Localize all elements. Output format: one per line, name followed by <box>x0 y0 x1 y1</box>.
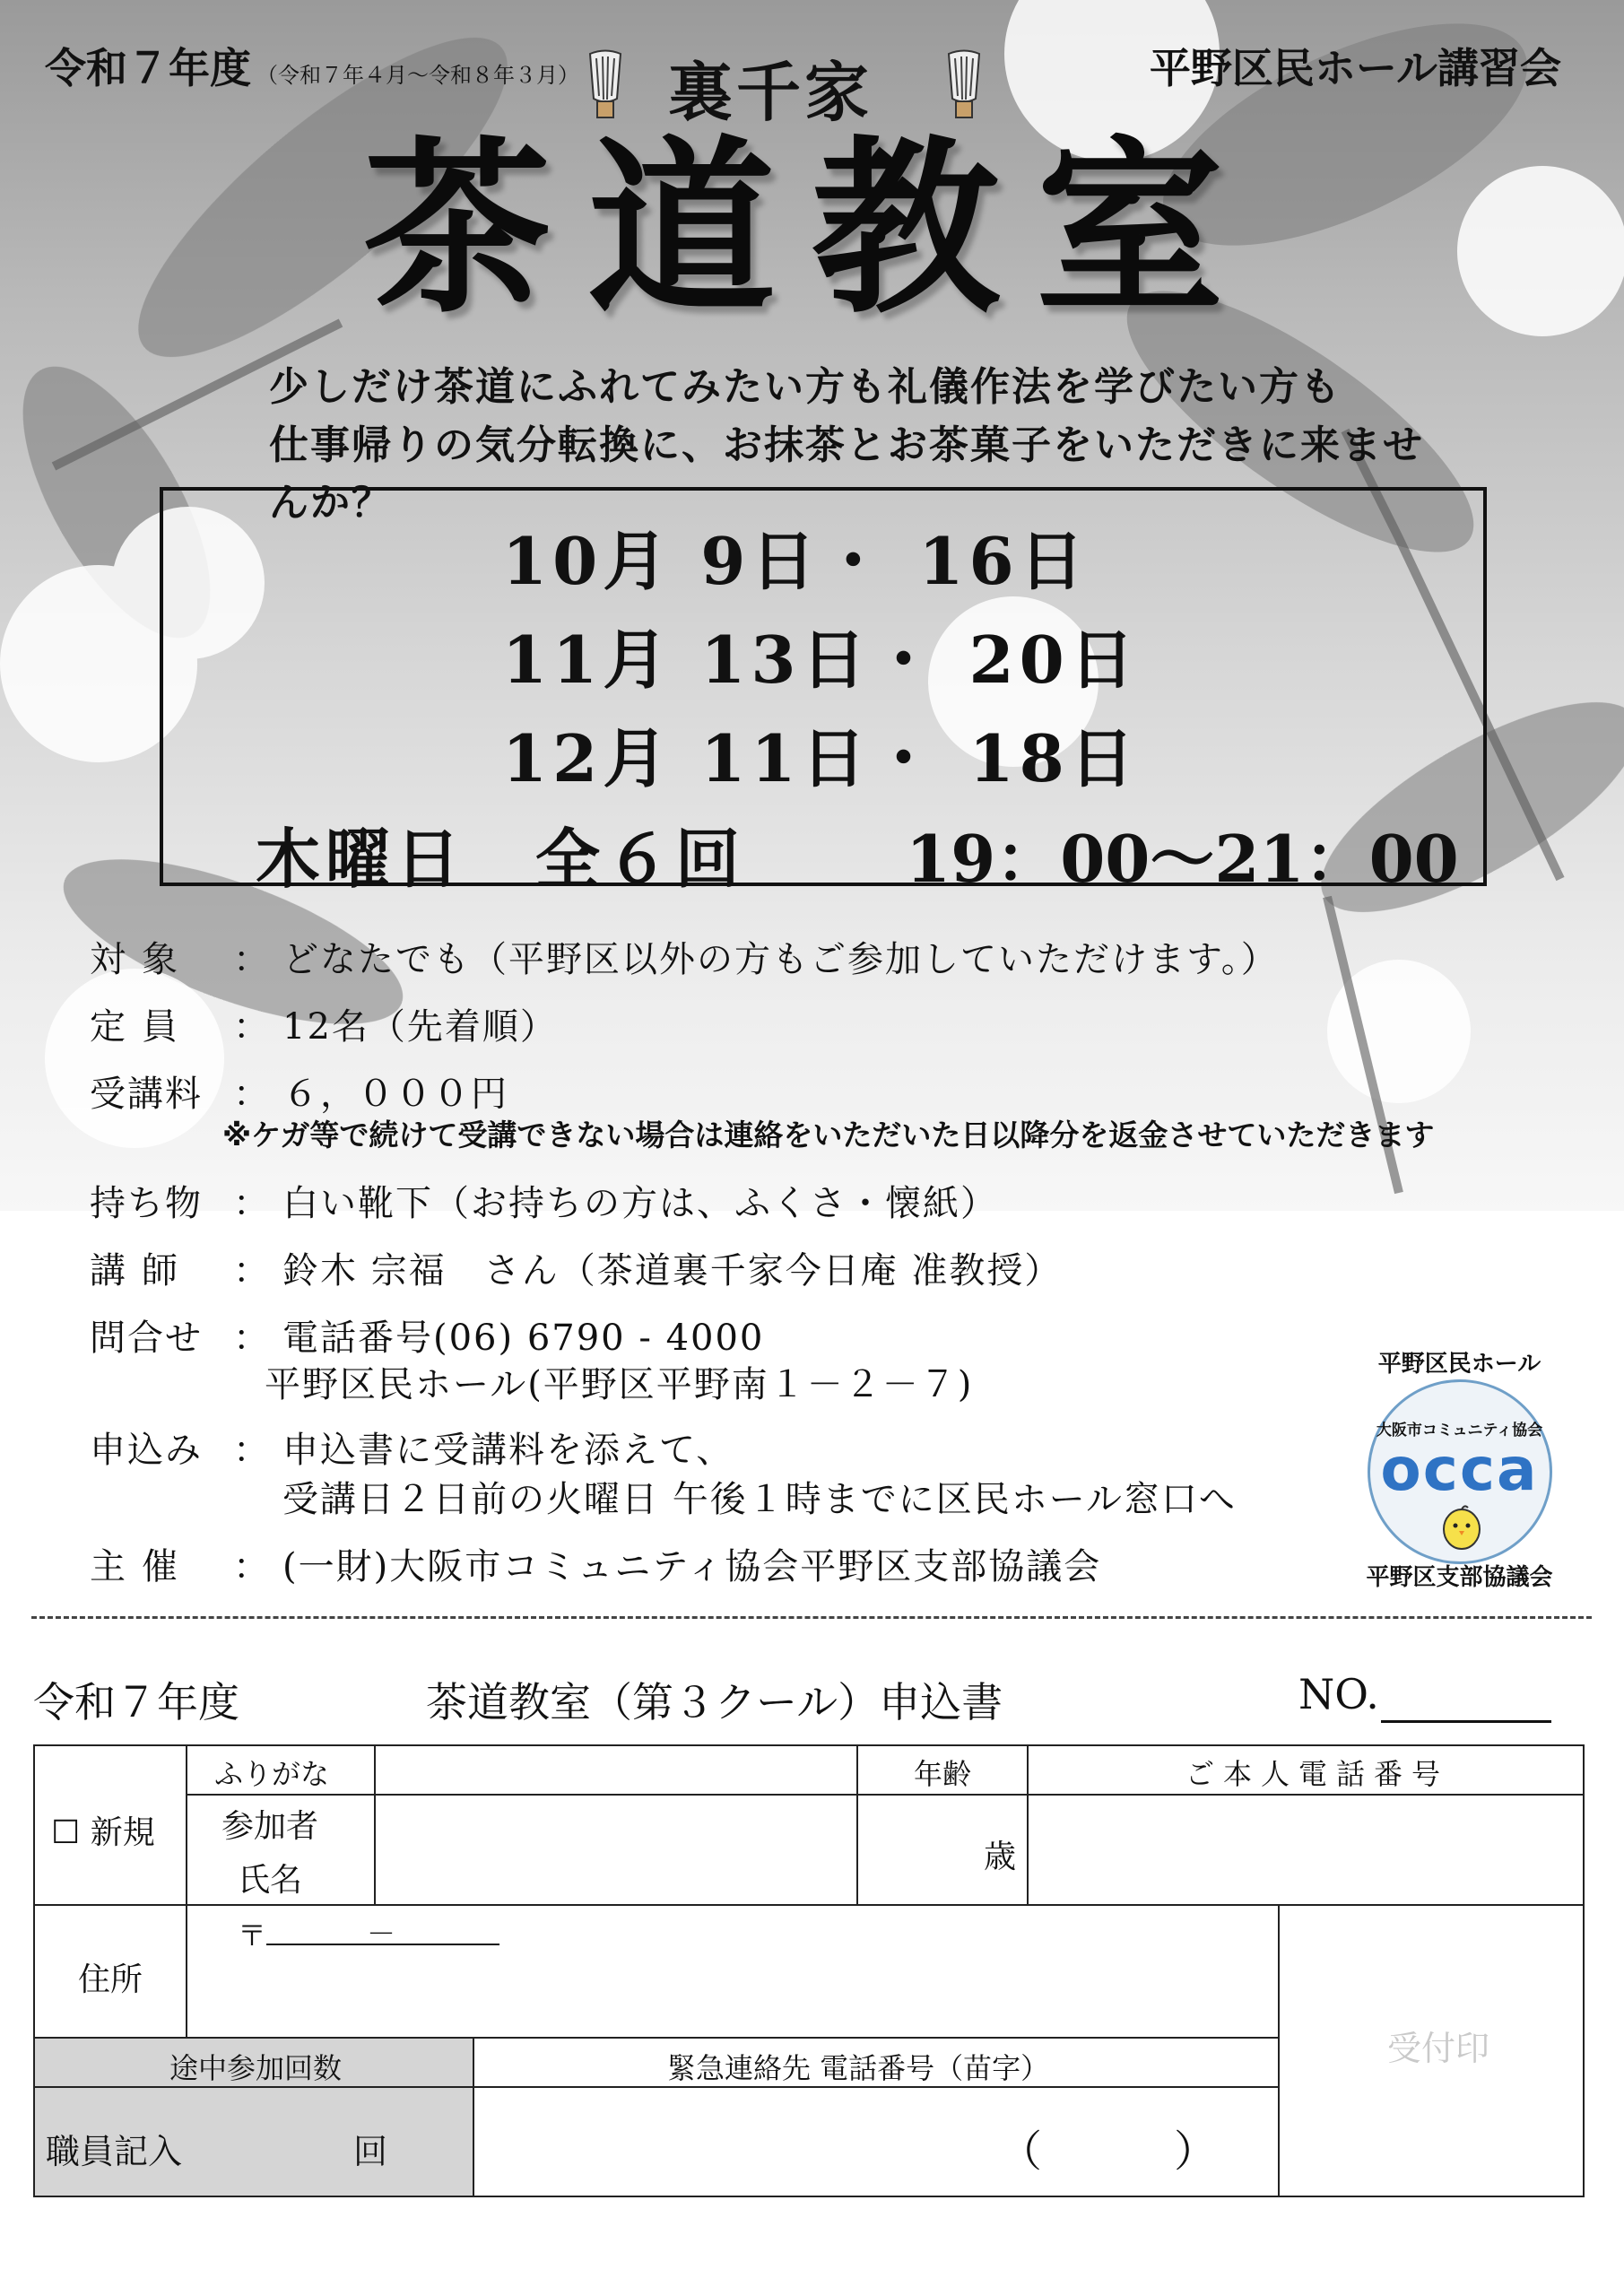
postal-mark: 〒 <box>238 1918 267 1952</box>
info-value: 白い靴下（お持ちの方は、ふくさ・懐紙） <box>282 1183 998 1224</box>
new-checkbox[interactable]: ☐ 新規 <box>51 1814 155 1851</box>
mid-join-label-cell <box>33 2037 474 2088</box>
info-label: 申込み <box>90 1430 203 1471</box>
emergency-label: 緊急連絡先 電話番号（苗字） <box>667 2051 1050 2085</box>
age-input[interactable] <box>856 1794 1029 1906</box>
info-row: 申込み ： 申込書に受講料を添えて、 <box>90 1422 734 1473</box>
contact-address: 平野区民ホール(平野区平野南１－２－７) <box>265 1364 974 1405</box>
paren-open: （ <box>999 2126 1043 2177</box>
stamp-label: 受付印 <box>1387 2029 1490 2068</box>
logo-mid-text: 大阪市コミュニティ協会 <box>1376 1422 1543 1439</box>
furigana-input[interactable] <box>374 1744 858 1796</box>
postal-dash: － <box>367 1917 396 1951</box>
cut-line <box>31 1616 1592 1619</box>
info-label: 主催 <box>90 1546 194 1587</box>
info-value: 鈴木 宗福 さん（茶道裏千家今日庵 准教授） <box>282 1250 1063 1292</box>
info-label: 講師 <box>90 1250 194 1292</box>
info-value: 12名（先着順） <box>282 1006 558 1048</box>
fiscal-year-label: 令和７年度 <box>45 44 251 92</box>
fiscal-year <box>45 36 579 95</box>
chick-mascot-icon <box>1439 1502 1484 1552</box>
application-form <box>33 1744 1585 2197</box>
schedule-date: 10月 9日・ 16日 <box>502 523 1090 599</box>
stamp-area <box>1278 1904 1585 2197</box>
address-label: 住所 <box>78 1961 143 1998</box>
schedule-day-count: 木曜日 全６回 <box>256 821 746 897</box>
fiscal-period: （令和７年４月～令和８年３月） <box>256 63 579 88</box>
address-input[interactable] <box>186 1904 1280 2039</box>
info-row: 対象 ： どなたでも（平野区以外の方もご参加していただけます。） <box>90 931 1279 982</box>
furigana-label: ふりがな <box>214 1757 330 1791</box>
logo-brand: occa <box>1380 1435 1539 1504</box>
info-value: どなたでも（平野区以外の方もご参加していただけます。） <box>282 939 1279 980</box>
form-no-field[interactable] <box>1381 1720 1551 1723</box>
staff-entry-cell <box>33 2086 474 2197</box>
schedule-date: 11月 13日・ 20日 <box>502 622 1140 698</box>
phone-label: ご本人電話番号 <box>1185 1757 1450 1791</box>
participant-label-cell <box>186 1794 376 1906</box>
schedule-time: 19：00～21：00 <box>906 821 1459 897</box>
paren-close: ） <box>1174 2126 1218 2177</box>
page-title: 茶道教室 <box>362 117 1260 339</box>
organizer-title: 平野区民ホール講習会 <box>1149 44 1561 92</box>
new-checkbox-cell[interactable] <box>33 1744 187 1906</box>
info-row: 持ち物 ： 白い靴下（お持ちの方は、ふくさ・懐紙） <box>90 1175 998 1226</box>
info-row: 問合せ ： 電話番号(06) 6790 - 4000 <box>90 1309 764 1361</box>
times-unit: 回 <box>353 2132 388 2171</box>
logo-bottom-text: 平野区支部協議会 <box>1366 1564 1553 1591</box>
info-label: 定員 <box>90 1006 194 1048</box>
form-title: 茶道教室（第３クール）申込書 <box>426 1678 1003 1726</box>
address-label-cell <box>33 1904 187 2039</box>
tagline-line-2: 仕事帰りの気分転換に、お抹茶とお茶菓子をいただきに来ませんか？ <box>269 422 1424 526</box>
emergency-input[interactable] <box>473 2086 1280 2197</box>
info-label: 問合せ <box>90 1318 203 1359</box>
tagline-line-1: 少しだけ茶道にふれてみたい方も礼儀作法を学びたい方も <box>269 364 1342 410</box>
furigana-label-cell <box>186 1744 376 1796</box>
apply-deadline: 受講日２日前の火曜日 午後１時までに区民ホール窓口へ <box>282 1479 1237 1520</box>
staff-label: 職員記入 <box>46 2132 183 2171</box>
age-label: 年齢 <box>914 1757 972 1791</box>
info-value: 電話番号(06) 6790 - 4000 <box>282 1318 765 1359</box>
info-value: (一財)大阪市コミュニティ協会平野区支部協議会 <box>282 1546 1102 1587</box>
info-row: 定員 ： 12名（先着順） <box>90 998 558 1049</box>
info-label: 対象 <box>90 939 194 980</box>
postal-field[interactable] <box>266 1944 499 1945</box>
name-input[interactable] <box>374 1794 858 1906</box>
occa-logo <box>1354 1345 1565 1591</box>
phone-input[interactable] <box>1027 1794 1585 1906</box>
age-unit: 歳 <box>984 1839 1017 1875</box>
info-label: 受講料 <box>90 1074 203 1115</box>
emergency-label-cell <box>473 2037 1280 2088</box>
info-row: 受講料 ： ６，０００円 <box>90 1065 508 1117</box>
schedule-date: 12月 11日・ 18日 <box>502 720 1140 796</box>
school-name: 裏千家 <box>668 54 873 130</box>
logo-top-text: 平野区民ホール <box>1377 1351 1541 1378</box>
phone-label-cell <box>1027 1744 1585 1796</box>
mid-join-label: 途中参加回数 <box>169 2051 343 2085</box>
info-value: ６，０００円 <box>282 1074 508 1115</box>
whisk-icon <box>583 49 628 121</box>
info-value: 申込書に受講料を添えて、 <box>282 1430 734 1471</box>
age-label-cell <box>856 1744 1029 1796</box>
participant-label: 参加者 <box>221 1808 319 1845</box>
info-row: 講師 ： 鈴木 宗福 さん（茶道裏千家今日庵 准教授） <box>90 1242 1062 1293</box>
fee-note: ※ケガ等で続けて受講できない場合は連絡をいただいた日以降分を返金させていただきます <box>222 1118 1435 1152</box>
info-label: 持ち物 <box>90 1183 203 1224</box>
name-label: 氏名 <box>238 1862 303 1899</box>
info-row: 主催 ： (一財)大阪市コミュニティ協会平野区支部協議会 <box>90 1538 1101 1589</box>
whisk-icon <box>942 49 986 121</box>
form-year: 令和７年度 <box>33 1678 239 1726</box>
form-no-label: NO. <box>1298 1670 1379 1718</box>
